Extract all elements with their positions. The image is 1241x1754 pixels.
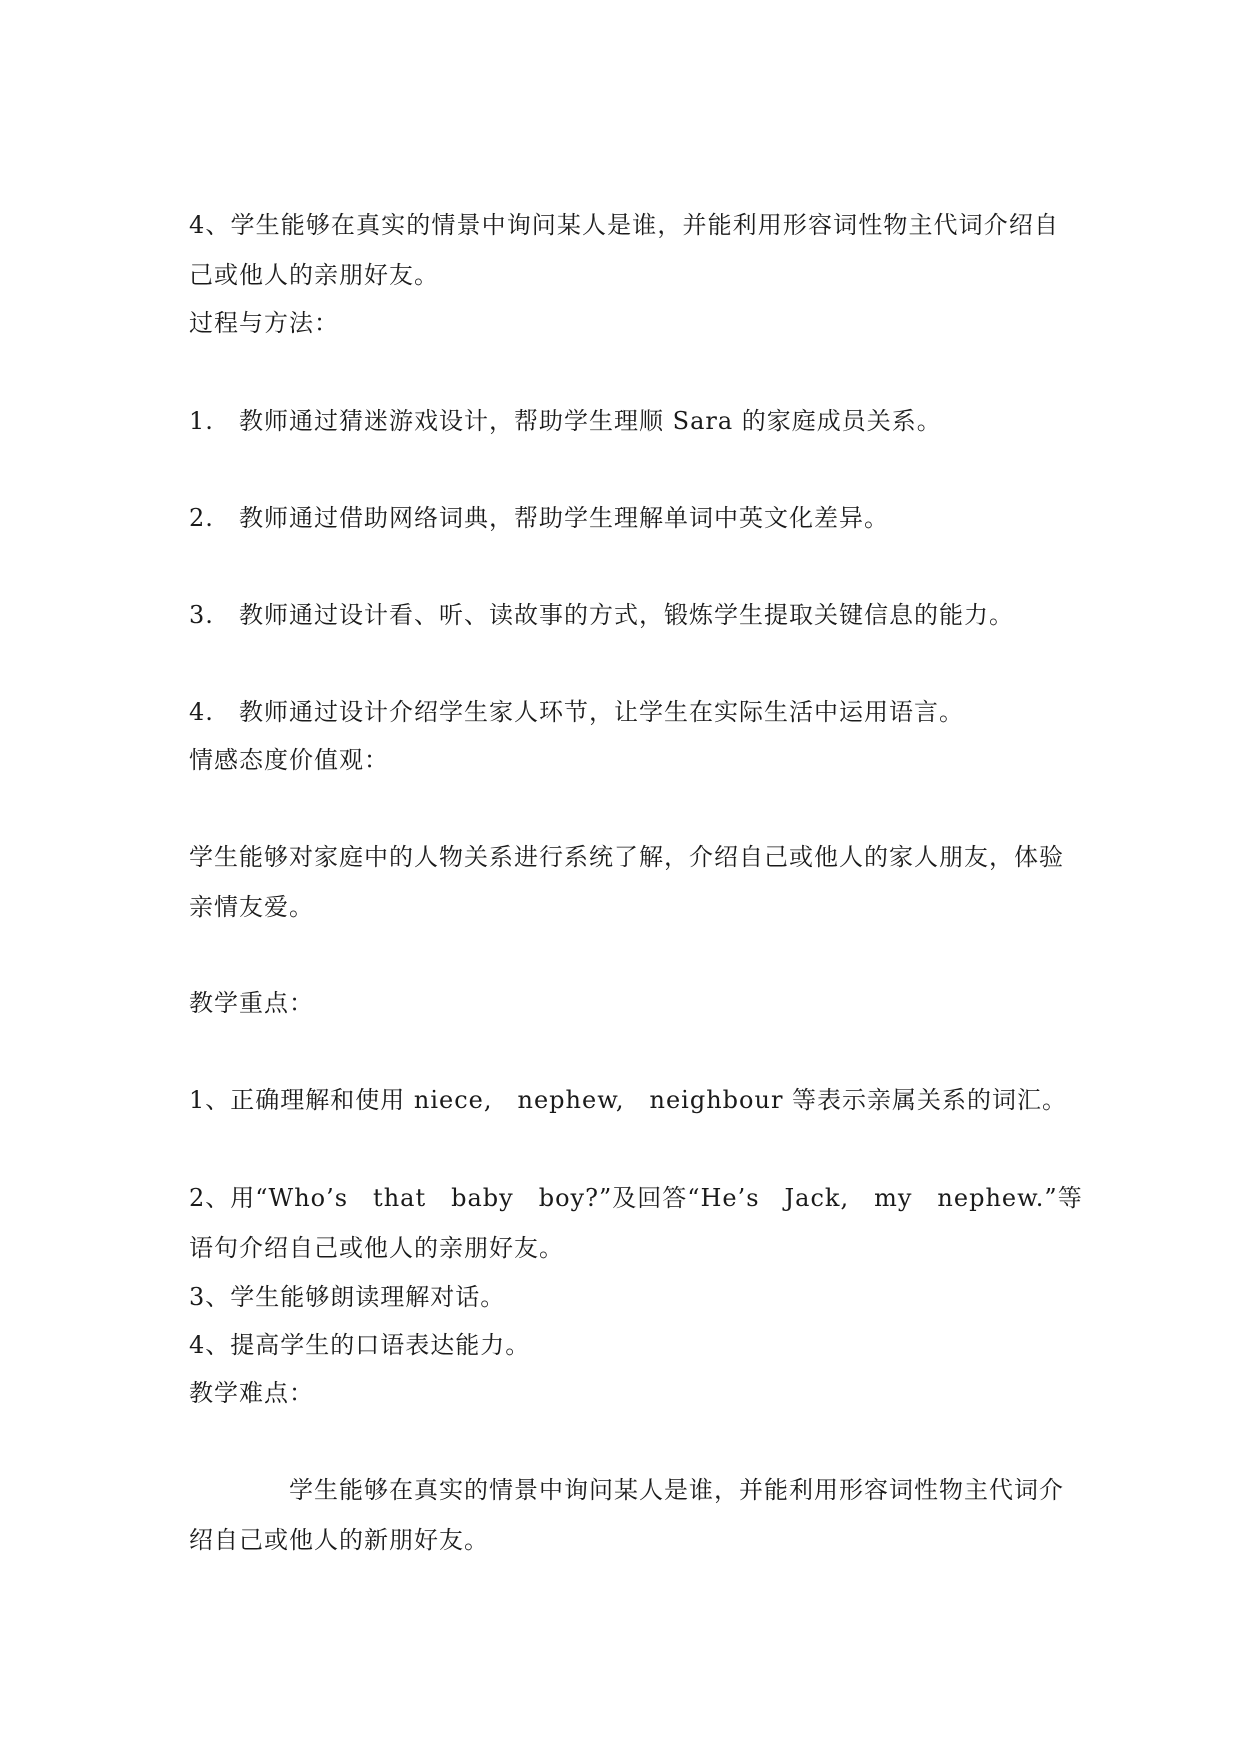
process-item-1-number: 1. bbox=[189, 407, 214, 435]
objective-item-4-line-1: 4、学生能够在真实的情景中询问某人是谁，并能利用形容词性物主代词介绍自 bbox=[189, 211, 1059, 239]
process-item-2-number: 2. bbox=[189, 504, 214, 532]
key-point-2-line-1: 2、用“Who’s that baby boy?”及回答“He’s Jack, my nephew.”等 bbox=[189, 1184, 1083, 1212]
process-item-4 bbox=[189, 697, 1059, 727]
key-point-1: 1、正确理解和使用 niece, nephew, neighbour 等表示亲属关系的词汇。 bbox=[189, 1086, 1068, 1114]
difficulties-heading: 教学难点： bbox=[189, 1379, 314, 1407]
key-point-2-line-2: 语句介绍自己或他人的亲朋好友。 bbox=[189, 1234, 564, 1262]
process-heading: 过程与方法： bbox=[189, 309, 339, 337]
process-item-4-number: 4. bbox=[189, 698, 214, 726]
emotion-heading: 情感态度价值观： bbox=[189, 746, 389, 774]
key-points-heading: 教学重点： bbox=[189, 989, 314, 1017]
difficulties-text-line-1: 学生能够在真实的情景中询问某人是谁，并能利用形容词性物主代词介 bbox=[289, 1476, 1064, 1504]
process-item-1 bbox=[189, 406, 1059, 436]
process-item-1-text: 教师通过猜迷游戏设计，帮助学生理顺 Sara 的家庭成员关系。 bbox=[239, 407, 942, 435]
key-point-4: 4、提高学生的口语表达能力。 bbox=[189, 1331, 531, 1359]
objective-item-4-line-2: 己或他人的亲朋好友。 bbox=[189, 261, 439, 289]
process-item-4-text: 教师通过设计介绍学生家人环节，让学生在实际生活中运用语言。 bbox=[239, 698, 964, 726]
process-item-3 bbox=[189, 600, 1059, 630]
emotion-text-line-1: 学生能够对家庭中的人物关系进行系统了解，介绍自己或他人的家人朋友，体验 bbox=[189, 843, 1064, 871]
process-item-3-text: 教师通过设计看、听、读故事的方式，锻炼学生提取关键信息的能力。 bbox=[239, 601, 1014, 629]
process-item-3-number: 3. bbox=[189, 601, 214, 629]
process-item-2 bbox=[189, 503, 1059, 533]
emotion-text-line-2: 亲情友爱。 bbox=[189, 893, 314, 921]
key-point-3: 3、学生能够朗读理解对话。 bbox=[189, 1283, 506, 1311]
process-item-2-text: 教师通过借助网络词典，帮助学生理解单词中英文化差异。 bbox=[239, 504, 889, 532]
difficulties-text-line-2: 绍自己或他人的新朋好友。 bbox=[189, 1526, 489, 1554]
